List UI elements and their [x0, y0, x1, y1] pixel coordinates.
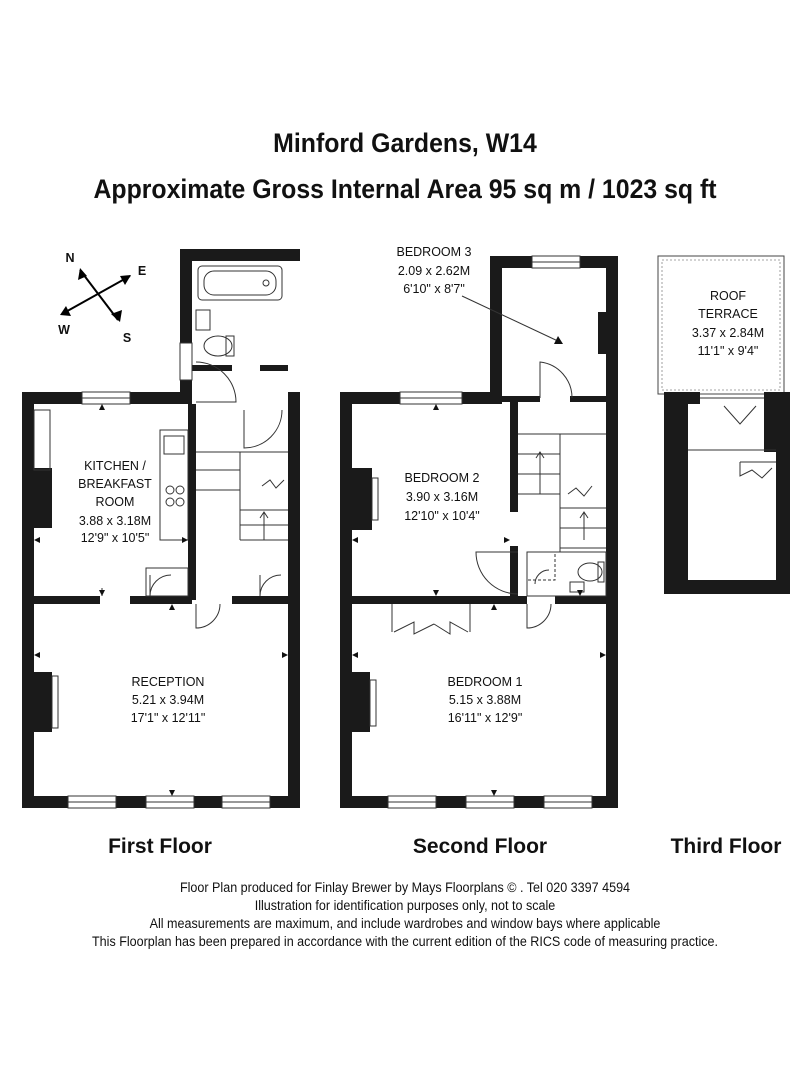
kitchen-name-2: BREAKFAST — [78, 477, 152, 491]
third-floor-label: Third Floor — [670, 835, 782, 858]
bedroom3-imperial: 6'10" x 8'7" — [403, 282, 465, 296]
kitchen-name-3: ROOM — [95, 495, 135, 509]
reception-imperial: 17'1" x 12'11" — [130, 711, 206, 725]
bedroom2-metric: 3.90 x 3.16M — [405, 490, 479, 504]
terrace-name-1: ROOF — [709, 289, 747, 303]
gross-area: Approximate Gross Internal Area 95 sq m / 1023 sq ft — [93, 174, 717, 204]
terrace-name-2: TERRACE — [698, 307, 758, 321]
bedroom1-metric: 5.15 x 3.88M — [448, 693, 522, 707]
reception-name: RECEPTION — [131, 675, 205, 689]
bedroom2-name: BEDROOM 2 — [404, 471, 480, 485]
footer-line-4: This Floorplan has been prepared in accordance with the current edition of the RICS code of measuring practice. — [91, 934, 719, 949]
compass-e: E — [137, 264, 147, 278]
terrace-imperial: 11'1" x 9'4" — [697, 344, 759, 358]
compass-n: N — [65, 251, 75, 265]
kitchen-name-1: KITCHEN / — [84, 459, 146, 473]
plan-title: Minford Gardens, W14 — [273, 128, 537, 158]
reception-metric: 5.21 x 3.94M — [131, 693, 205, 707]
bedroom1-imperial: 16'11" x 12'9" — [447, 711, 523, 725]
compass-icon — [60, 268, 131, 322]
compass-w: W — [58, 323, 70, 337]
first-floor-details — [34, 266, 288, 808]
kitchen-metric: 3.88 x 3.18M — [78, 514, 152, 528]
kitchen-imperial: 12'9" x 10'5" — [80, 531, 150, 545]
bedroom3-name: BEDROOM 3 — [396, 245, 472, 259]
footer-line-3: All measurements are maximum, and include wardrobes and window bays where applicable — [149, 916, 661, 931]
second-floor-details — [370, 256, 606, 808]
bedroom1-name: BEDROOM 1 — [447, 675, 523, 689]
second-floor-plan — [340, 256, 618, 808]
compass-s: S — [122, 331, 132, 345]
first-floor-label: First Floor — [108, 835, 212, 858]
second-floor-label: Second Floor — [412, 835, 548, 858]
footer-line-1: Floor Plan produced for Finlay Brewer by Mays Floorplans © . Tel 020 3397 4594 — [179, 880, 631, 895]
footer-line-2: Illustration for identification purposes only, not to scale — [254, 898, 556, 913]
bedroom2-imperial: 12'10" x 10'4" — [404, 509, 480, 523]
second-floor-arrows — [352, 336, 606, 796]
bedroom3-metric: 2.09 x 2.62M — [397, 264, 471, 278]
terrace-metric: 3.37 x 2.84M — [691, 326, 765, 340]
